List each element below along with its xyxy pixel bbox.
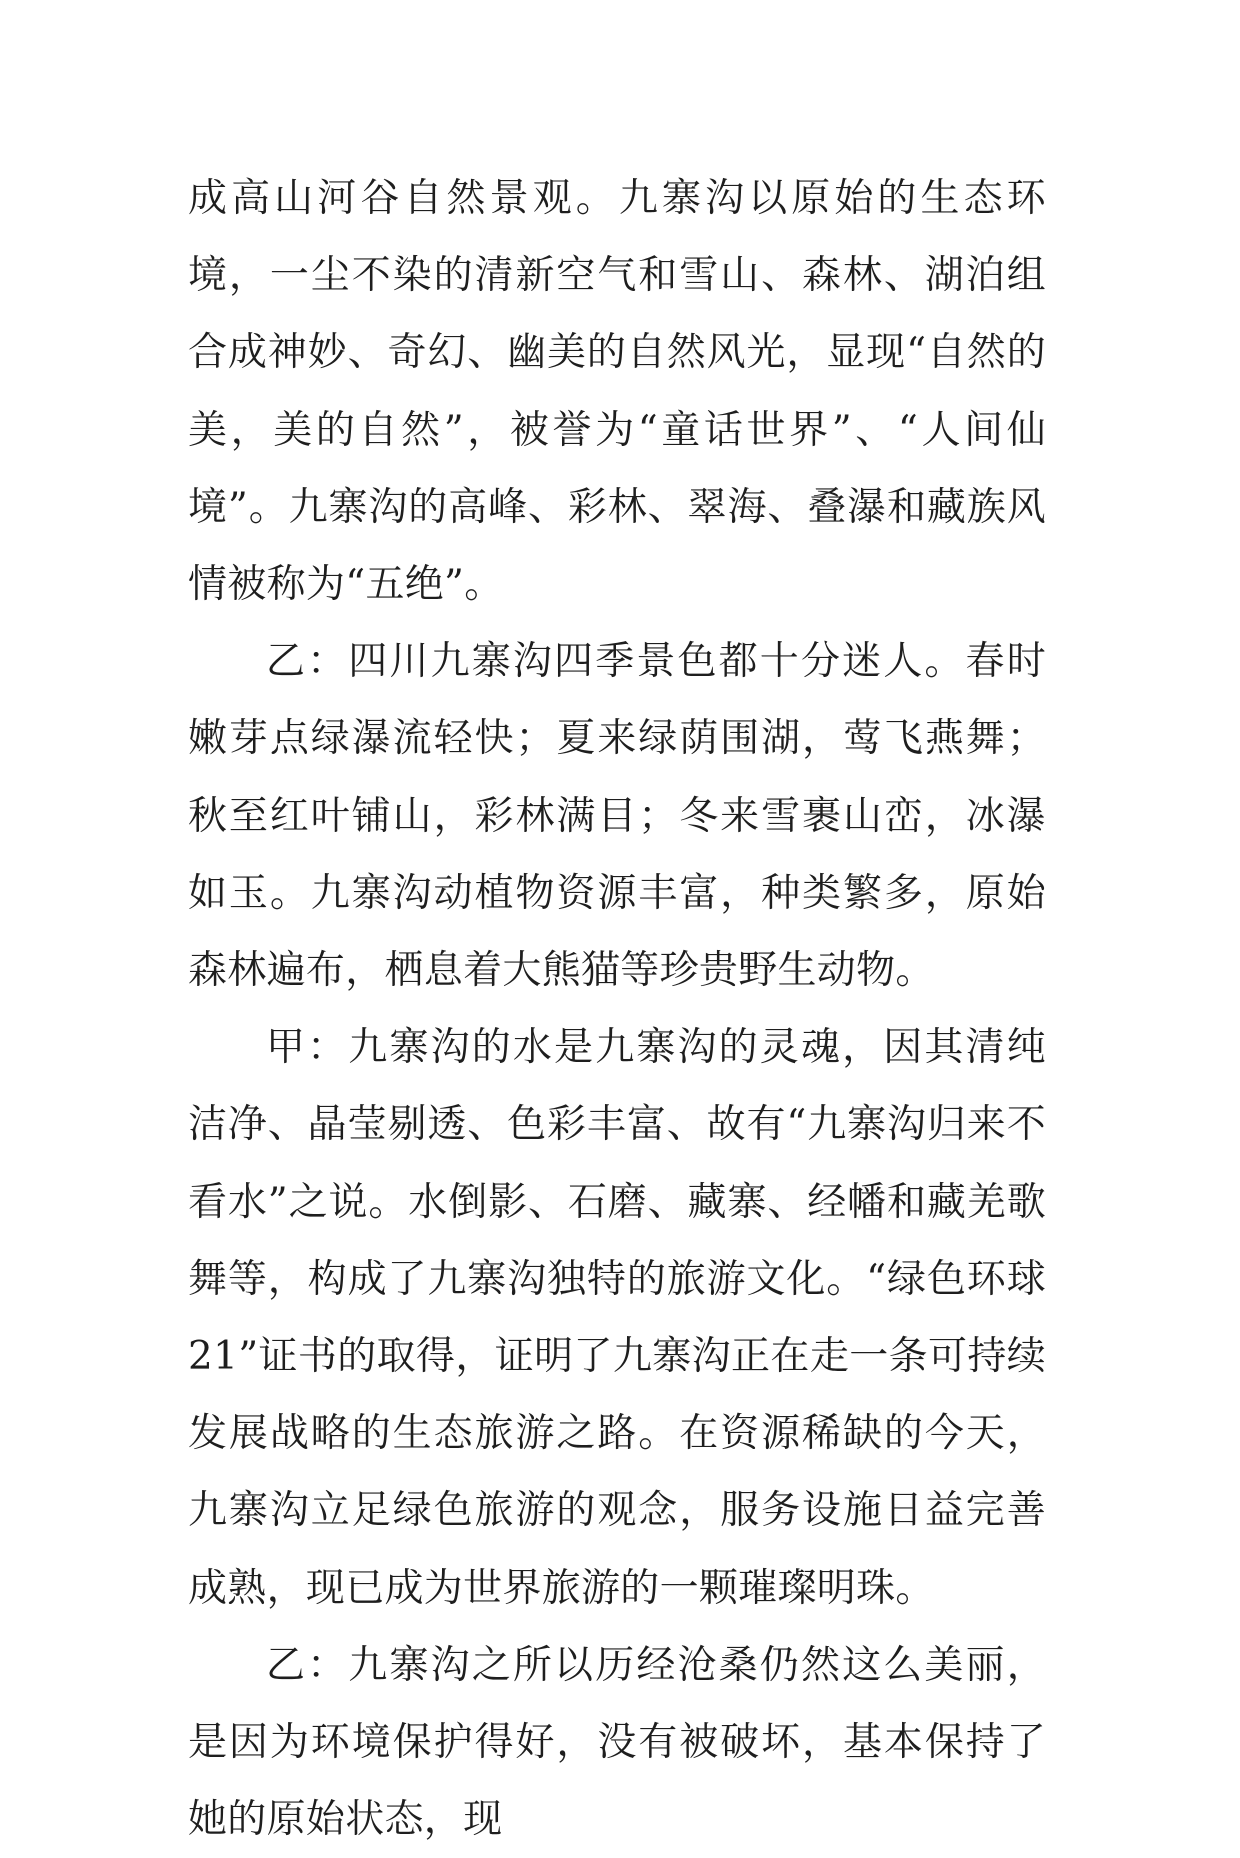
document-body <box>188 160 1046 1858</box>
paragraph-3: 甲：九寨沟的水是九寨沟的灵魂，因其清纯洁净、晶莹剔透、色彩丰富、故有“九寨沟归来不看水”之说。水倒影、石磨、藏寨、经幡和藏羌歌舞等，构成了九寨沟独特的旅游文化。“绿色环球 21”证书的取得，证明了九寨沟正在走一条可持续发展战略的生态旅游之路。在资源稀缺的今天，九寨沟立足绿色旅游的观念，服务设施日益完善成熟，现已成为世界旅游的一颗璀璨明珠。 <box>188 1025 1046 1611</box>
paragraph-4: 乙：九寨沟之所以历经沧桑仍然这么美丽，是因为环境保护得好，没有被破坏，基本保持了她的原始状态，现 <box>188 1642 1046 1843</box>
paragraph-2: 乙：四川九寨沟四季景色都十分迷人。春时嫩芽点绿瀑流轻快；夏来绿荫围湖，莺飞燕舞；秋至红叶铺山，彩林满目；冬来雪裹山峦，冰瀑如玉。九寨沟动植物资源丰富，种类繁多，原始森林遍布，栖息着大熊猫等珍贵野生动物。 <box>188 639 1046 994</box>
paragraph-1: 成高山河谷自然景观。九寨沟以原始的生态环境，一尘不染的清新空气和雪山、森林、湖泊组合成神妙、奇幻、幽美的自然风光，显现“自然的美，美的自然”，被誉为“童话世界”、“人间仙境”。九寨沟的高峰、彩林、翠海、叠瀑和藏族风情被称为“五绝”。 <box>188 176 1046 608</box>
